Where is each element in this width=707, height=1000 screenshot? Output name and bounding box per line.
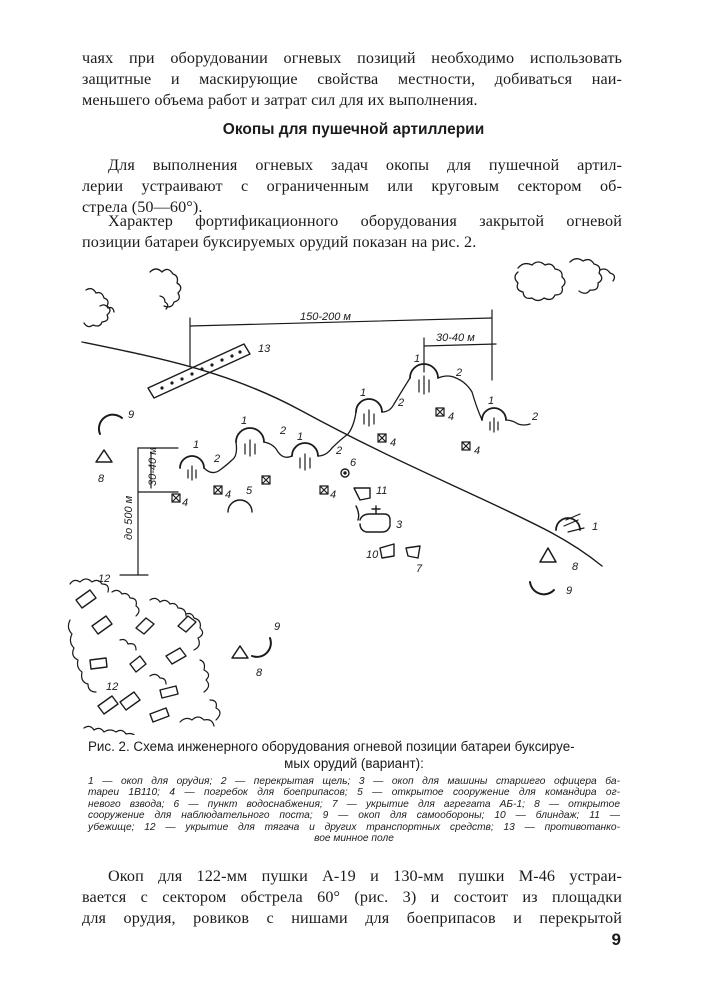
label-4: 4 <box>182 497 189 509</box>
label-4: 4 <box>225 489 232 501</box>
caption-line: Рис. 2. Схема инженерного оборудования огневой позиции батареи буксируе- <box>88 739 575 754</box>
legend-line: вое минное поле <box>314 833 394 845</box>
label-11: 11 <box>376 485 388 497</box>
final-paragraph <box>82 866 622 929</box>
text-line: чаях при оборудовании огневых позиций необходимо использовать <box>82 49 622 67</box>
label-8: 8 <box>572 561 579 573</box>
caption-line: мых орудий (вариант): <box>284 756 424 771</box>
legend-line: убежище; 12 — укрытие для тягача и других транспортных средств; 13 — противотанко- <box>88 821 620 833</box>
text-line: Окоп для 122-мм пушки А-19 и 130-мм пушки М-46 устраи- <box>108 867 622 885</box>
text-line: вается с сектором обстрела 60° (рис. 3) и состоит из площадки <box>82 888 622 906</box>
label-2: 2 <box>398 397 405 409</box>
section-heading <box>0 121 707 139</box>
label-2: 2 <box>280 425 287 437</box>
label-12: 12 <box>106 681 119 693</box>
gun-emplacements <box>180 364 584 532</box>
label-8: 8 <box>256 667 263 679</box>
intro-paragraph <box>82 48 622 111</box>
label-2: 2 <box>456 367 463 379</box>
label-1: 1 <box>414 353 421 365</box>
label-1: 1 <box>360 387 367 399</box>
vegetation-bottom-left <box>68 579 220 735</box>
text-line: позиции батареи буксируемых орудий показан на рис. 2. <box>82 233 477 251</box>
text-line: для орудия, ровиков с нишами для боеприпасов и перекрытой <box>82 909 622 927</box>
battery-position-diagram <box>0 255 707 735</box>
label-10: 10 <box>366 549 379 561</box>
label-6: 6 <box>350 457 357 469</box>
observation-posts <box>96 415 556 658</box>
label-9: 9 <box>566 585 573 597</box>
label-9: 9 <box>128 409 135 421</box>
label-4: 4 <box>390 437 397 449</box>
label-8: 8 <box>98 473 105 485</box>
text-line: стрела (50—60°). <box>82 198 203 216</box>
figure-caption <box>88 738 620 772</box>
text-line: Для выполнения огневых задач окопы для пушечной артил- <box>108 156 622 174</box>
vegetation-top-left <box>84 269 181 327</box>
figure-legend <box>88 776 620 844</box>
minefield <box>148 344 250 398</box>
legend-line: сооружение для наблюдательного поста; 9 — окоп для самообороны; 10 — блиндаж; 11 — <box>88 810 620 822</box>
text-line: Характер фортификационного оборудования закрытой огневой <box>108 212 622 230</box>
section-heading-text: Окопы для пушечной артиллерии <box>222 121 485 138</box>
label-1: 1 <box>297 431 304 443</box>
text-line: защитные и маскирующие свойства местности, добиваться наи- <box>82 70 622 88</box>
paragraph-2 <box>82 211 622 253</box>
label-1: 1 <box>193 439 200 451</box>
dim-label-small: 30-40 м <box>436 332 475 344</box>
text-line: лерии устраивают с ограниченным или круговым сектором об- <box>82 177 622 195</box>
dim-label-vertical-large: до 500 м <box>123 495 135 540</box>
support-structures <box>228 469 420 558</box>
label-1: 1 <box>241 415 248 427</box>
label-4: 4 <box>474 445 481 457</box>
dim-label-main: 150-200 м <box>300 311 351 323</box>
label-12: 12 <box>98 573 111 585</box>
legend-line: невого взвода; 6 — пункт водоснабжения; 7 — укрытие для агрегата АБ-1; 8 — открытое <box>88 798 620 810</box>
vegetation-top-right <box>515 259 614 301</box>
label-1: 1 <box>592 521 599 533</box>
label-2: 2 <box>336 445 343 457</box>
text-line: меньшего объема работ и затрат сил для их выполнения. <box>82 91 478 109</box>
label-3: 3 <box>396 519 403 531</box>
label-2: 2 <box>214 453 221 465</box>
label-4: 4 <box>330 489 337 501</box>
label-2: 2 <box>532 411 539 423</box>
label-13: 13 <box>258 343 271 355</box>
vehicle-shelters <box>76 590 196 722</box>
label-5: 5 <box>246 485 253 497</box>
label-7: 7 <box>416 563 423 575</box>
legend-line: 1 — окоп для орудия; 2 — перекрытая щель; 3 — окоп для машины старшего офицера ба- <box>88 776 620 787</box>
label-9: 9 <box>274 621 281 633</box>
paragraph-1 <box>82 155 622 218</box>
legend-line: тареи 1В110; 4 — погребок для боеприпасов; 5 — открытое сооружение для командира ог- <box>88 787 620 799</box>
label-4: 4 <box>448 411 455 423</box>
label-1: 1 <box>488 395 495 407</box>
page-number: 9 <box>611 930 621 949</box>
dim-label-vertical-small: 30-40 м <box>147 447 159 486</box>
